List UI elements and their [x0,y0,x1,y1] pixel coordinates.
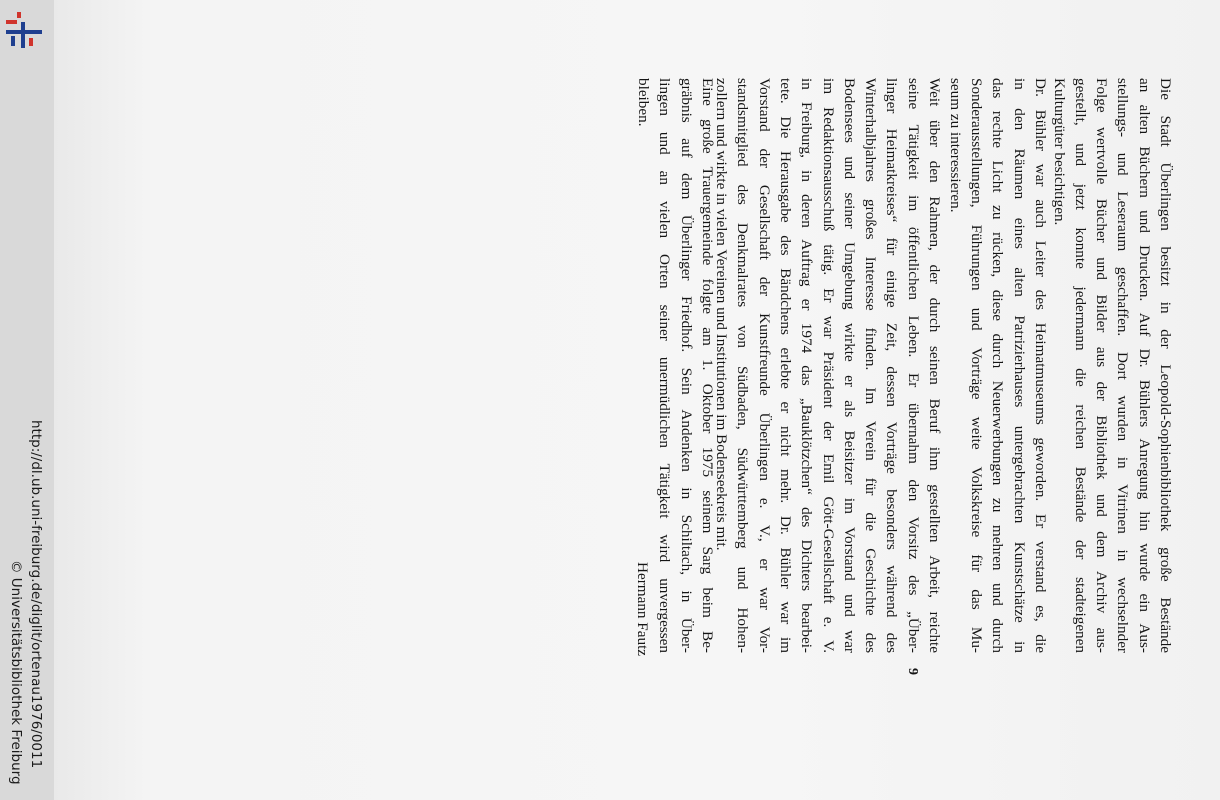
text-line: lingen und an vielen Orten seiner unermüdlichen Tätigkeit wird unvergessen [656,78,674,653]
page-number: 9 [905,668,920,675]
text-line: Weit über den Rahmen, der durch seinen Beruf ihm gestellten Arbeit, reichte [926,78,943,653]
text-line: tete. Die Herausgabe des Bändchens erlebte er nicht mehr. Dr. Bühler war im [776,78,794,653]
text-line: Kulturgüter besichtigen. [1050,78,1068,226]
paragraph-1 [1048,78,1176,653]
text-line: gestellt, und jetzt konnte jedermann die reichen Bestände der stadteigenen [1071,78,1089,653]
text-line: in Freiburg, in deren Auftrag er 1974 das „Bauklötzchen“ des Dichters bearbei- [798,78,816,653]
paragraph-text [1048,78,1176,653]
text-line: seine Tätigkeit im öffentlichen Leben. Er übernahm den Vorsitz des „Über- [904,78,922,653]
text-line: standsmitglied des Denkmalrates von Südbaden, Südwürttemberg und Hohen- [734,78,752,653]
text-line: zollern und wirkte in vielen Vereinen und Institutionen im Bodenseekreis mit. [713,78,731,551]
text-line: Winterhalbjahres großes Interesse finden. Im Verein für die Geschichte des [862,78,880,653]
text-line: Dr. Bühler war auch Leiter des Heimatmuseums geworden. Er verstand es, die [1032,78,1049,653]
paragraph-text [711,78,945,653]
text-line: das rechte Licht zu rücken, diese durch Neuerwerbungen zu mehren und durch [989,78,1007,653]
sidebar [0,0,54,800]
text-line: Die Stadt Überlingen besitzt in der Leopold-Sophienbibliothek große Bestände [1157,78,1174,653]
text-line: linger Heimatkreises“ für einige Zeit, dessen Vorträge besonders während des [883,78,901,653]
scanned-page [54,0,1220,800]
paragraph-text [945,78,1051,653]
copyright-notice: © Universitätsbibliothek Freiburg [8,560,24,785]
text-line: Bodensees und seiner Umgebung wirkte er als Beisitzer im Vorstand und war [840,78,858,653]
text-line: gräbnis auf dem Überlinger Friedhof. Sein Andenken in Schiltach, in Über- [677,78,695,653]
paragraph-2 [945,78,1051,653]
text-line: seum zu interessieren. [946,78,964,213]
side-text [0,0,54,800]
text-line: stellungs- und Leseraum geschaffen. Dort wurden in Vitrinen in wechselnder [1114,78,1132,653]
author-signature: Hermann Fautz [634,562,651,657]
text-line: Sonderausstellungen, Führungen und Vorträge weite Volkskreise für das Mu- [968,78,986,653]
text-line: an alten Büchern und Drucken. Auf Dr. Bühlers Anregung hin wurde ein Aus- [1135,78,1153,653]
text-line: Vorstand der Gesellschaft der Kunstfreunde Überlingen e. V., er war Vor- [755,78,773,653]
text-line: bleiben. [635,78,653,127]
source-url[interactable]: http://dl.ub.uni-freiburg.de/diglit/ortenau1976/0011 [28,420,44,769]
paragraph-3 [711,78,945,653]
paragraph-4 [633,78,718,653]
text-line: Folge wertvolle Bücher und Bilder aus der Bibliothek und dem Archiv aus- [1093,78,1111,653]
text-line: Eine große Trauergemeinde folgte am 1. Oktober 1975 seinem Sarg beim Be- [699,78,716,653]
text-line: in den Räumen eines alten Patrizierhauses untergebrachten Kunstschätze in [1010,78,1028,653]
text-line: im Redaktionsausschuß tätig. Er war Präsident der Emil Gött-Gesellschaft e. V. [819,78,837,653]
paragraph-text [633,78,718,653]
